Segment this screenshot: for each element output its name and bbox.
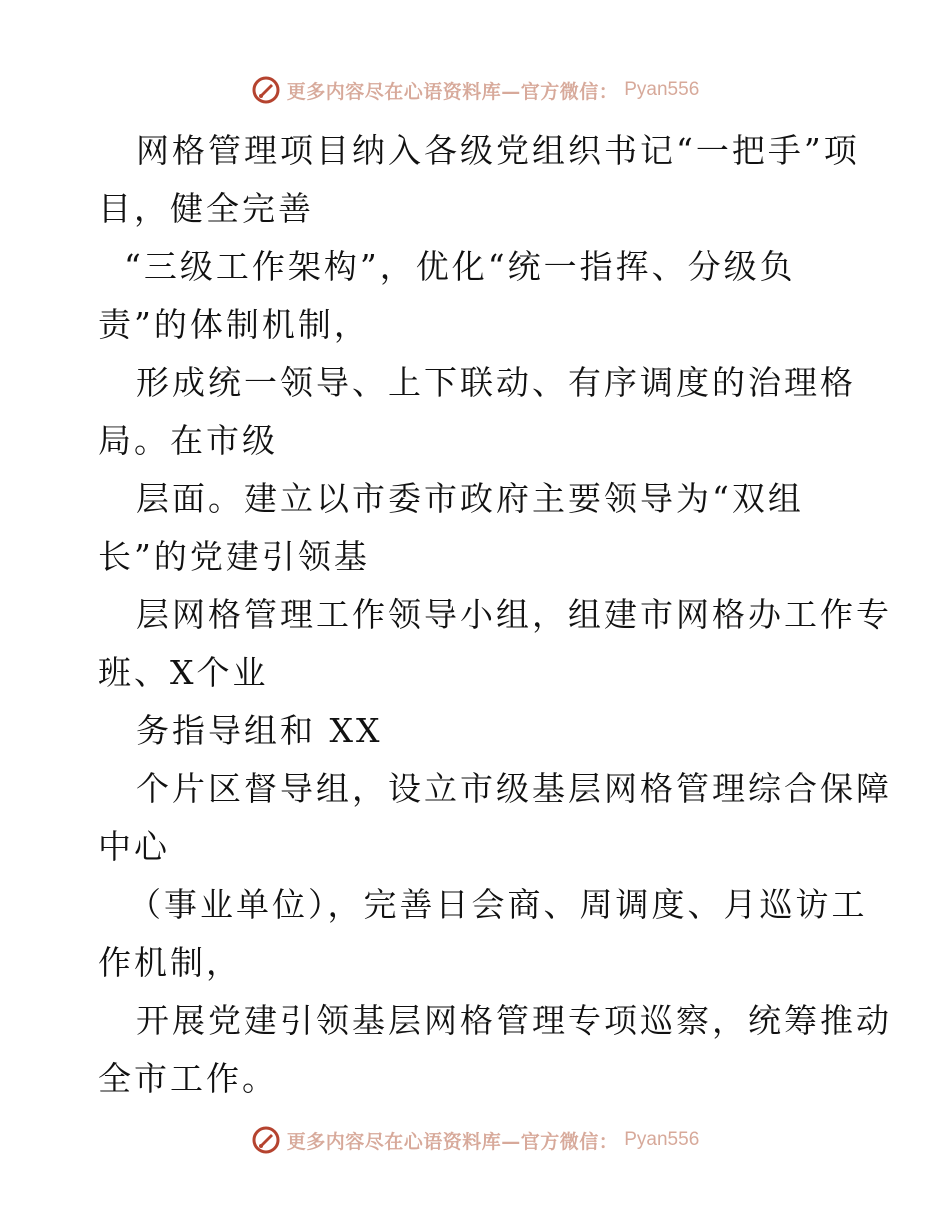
body-line: 务指导组和 XX [136, 711, 383, 750]
body-line: 目，健全完善 [98, 189, 314, 228]
body-line: 作机制， [98, 943, 242, 982]
header-watermark [0, 70, 950, 110]
body-line: “三级工作架构”，优化“统一指挥、分级负 [124, 247, 796, 286]
body-line: （事业单位），完善日会商、周调度、月巡访工 [128, 885, 868, 924]
watermark-id: Pyan556 [624, 1129, 700, 1150]
document-body [0, 122, 950, 1108]
body-line: 个片区督导组，设立市级基层网格管理综合保障 [136, 769, 892, 808]
body-line: 班、X个业 [98, 653, 269, 692]
body-line: 责”的体制机制， [98, 305, 370, 344]
logo-icon [251, 1125, 281, 1155]
logo-icon [251, 75, 281, 105]
body-line: 长”的党建引领基 [98, 537, 370, 576]
body-line: 开展党建引领基层网格管理专项巡察，统筹推动 [136, 1001, 892, 1040]
body-line: 中心 [98, 827, 170, 866]
body-line: 形成统一领导、上下联动、有序调度的治理格 [136, 363, 856, 402]
body-line: 局。在市级 [98, 421, 278, 460]
footer-watermark [0, 1120, 950, 1160]
body-line: 网格管理项目纳入各级党组织书记“一把手”项 [136, 131, 860, 170]
body-line: 层网格管理工作领导小组，组建市网格办工作专 [136, 595, 892, 634]
body-line: 层面。建立以市委市政府主要领导为“双组 [136, 479, 804, 518]
watermark-text: 更多内容尽在心语资料库—官方微信： [286, 1130, 619, 1153]
watermark-text: 更多内容尽在心语资料库—官方微信： [286, 80, 619, 103]
watermark-id: Pyan556 [624, 79, 700, 100]
body-line: 全市工作。 [98, 1059, 278, 1098]
